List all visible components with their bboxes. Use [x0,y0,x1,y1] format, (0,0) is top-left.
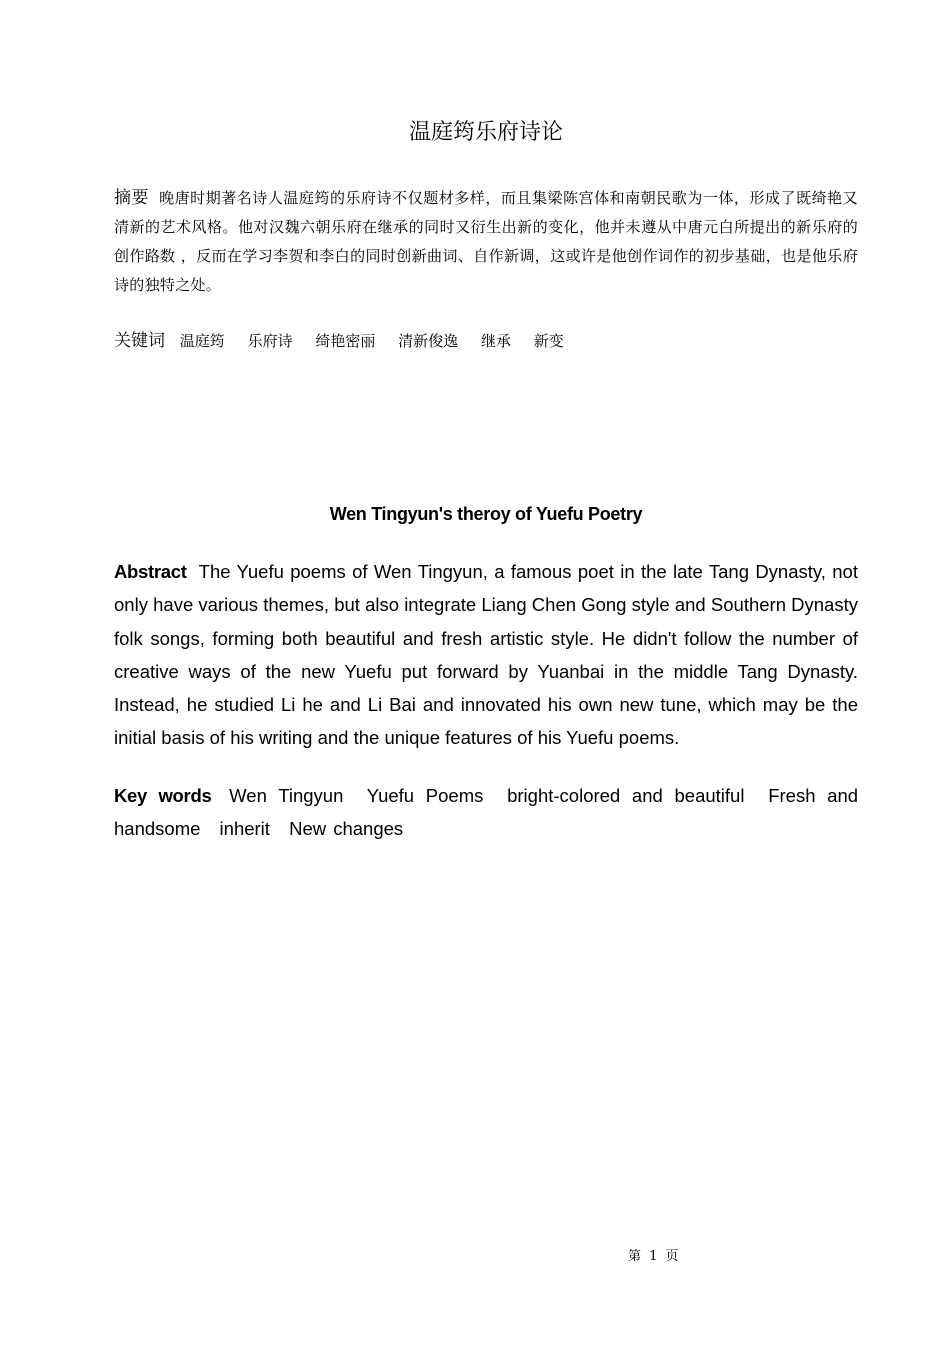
chinese-keyword: 清新俊逸 [398,332,459,350]
chinese-title: 温庭筠乐府诗论 [408,120,563,145]
chinese-keyword: 温庭筠 [179,332,225,350]
english-keyword: bright-colored and beautiful [507,785,745,806]
english-abstract [114,555,858,755]
english-keyword: Fresh and handsome [114,785,859,840]
english-keywords-label: Key words [114,785,212,806]
chinese-keyword: 绮艳密丽 [315,332,376,350]
english-keyword: Wen Tingyun [229,785,344,806]
chinese-abstract-label: 摘要 [114,188,150,208]
chinese-keyword: 新变 [533,332,564,350]
chinese-abstract-text: 晚唐时期著名诗人温庭筠的乐府诗不仅题材多样，而且集梁陈宫体和南朝民歌为一体，形成了既绮艳又清新的艺术风格。他对汉魏六朝乐府在继承的同时又衍生出新的变化，他并未遵从中唐元白所提出的新乐府的创作路数 ，反而在学习李贺和李白的同时创新曲词、自作新调，这或许是他创作词作的初步基础，也是他乐府诗的独特之处。 [114,189,858,294]
english-abstract-text: The Yuefu poems of Wen Tingyun, a famous poet in the late Tang Dynasty, not only have various themes, but also integrate Liang Chen Gong style and Southern Dynasty folk songs, forming both beautiful and fresh artistic style. He didn't follow the number of creative ways of the new Yuefu put forward by Yuanbai in the middle Tang Dynasty. Instead, he studied Li he and Li Bai and innovated his own new tune, which may be the initial basis of his writing and the unique features of his Yuefu poems. [114,561,858,749]
english-abstract-label: Abstract [114,561,187,582]
chinese-keywords-label: 关键词 [114,331,165,351]
english-title: Wen Tingyun's theroy of Yuefu Poetry [329,504,643,524]
chinese-keyword: 继承 [480,332,511,350]
chinese-keywords [114,326,858,356]
english-keyword: inherit [219,818,270,840]
chinese-abstract [114,184,858,300]
english-keywords [114,779,858,846]
chinese-keyword: 乐府诗 [247,332,293,350]
english-keyword: Yuefu Poems [366,785,484,806]
page-number: 第 1 页 [628,1249,681,1264]
english-keyword: New changes [289,818,404,840]
